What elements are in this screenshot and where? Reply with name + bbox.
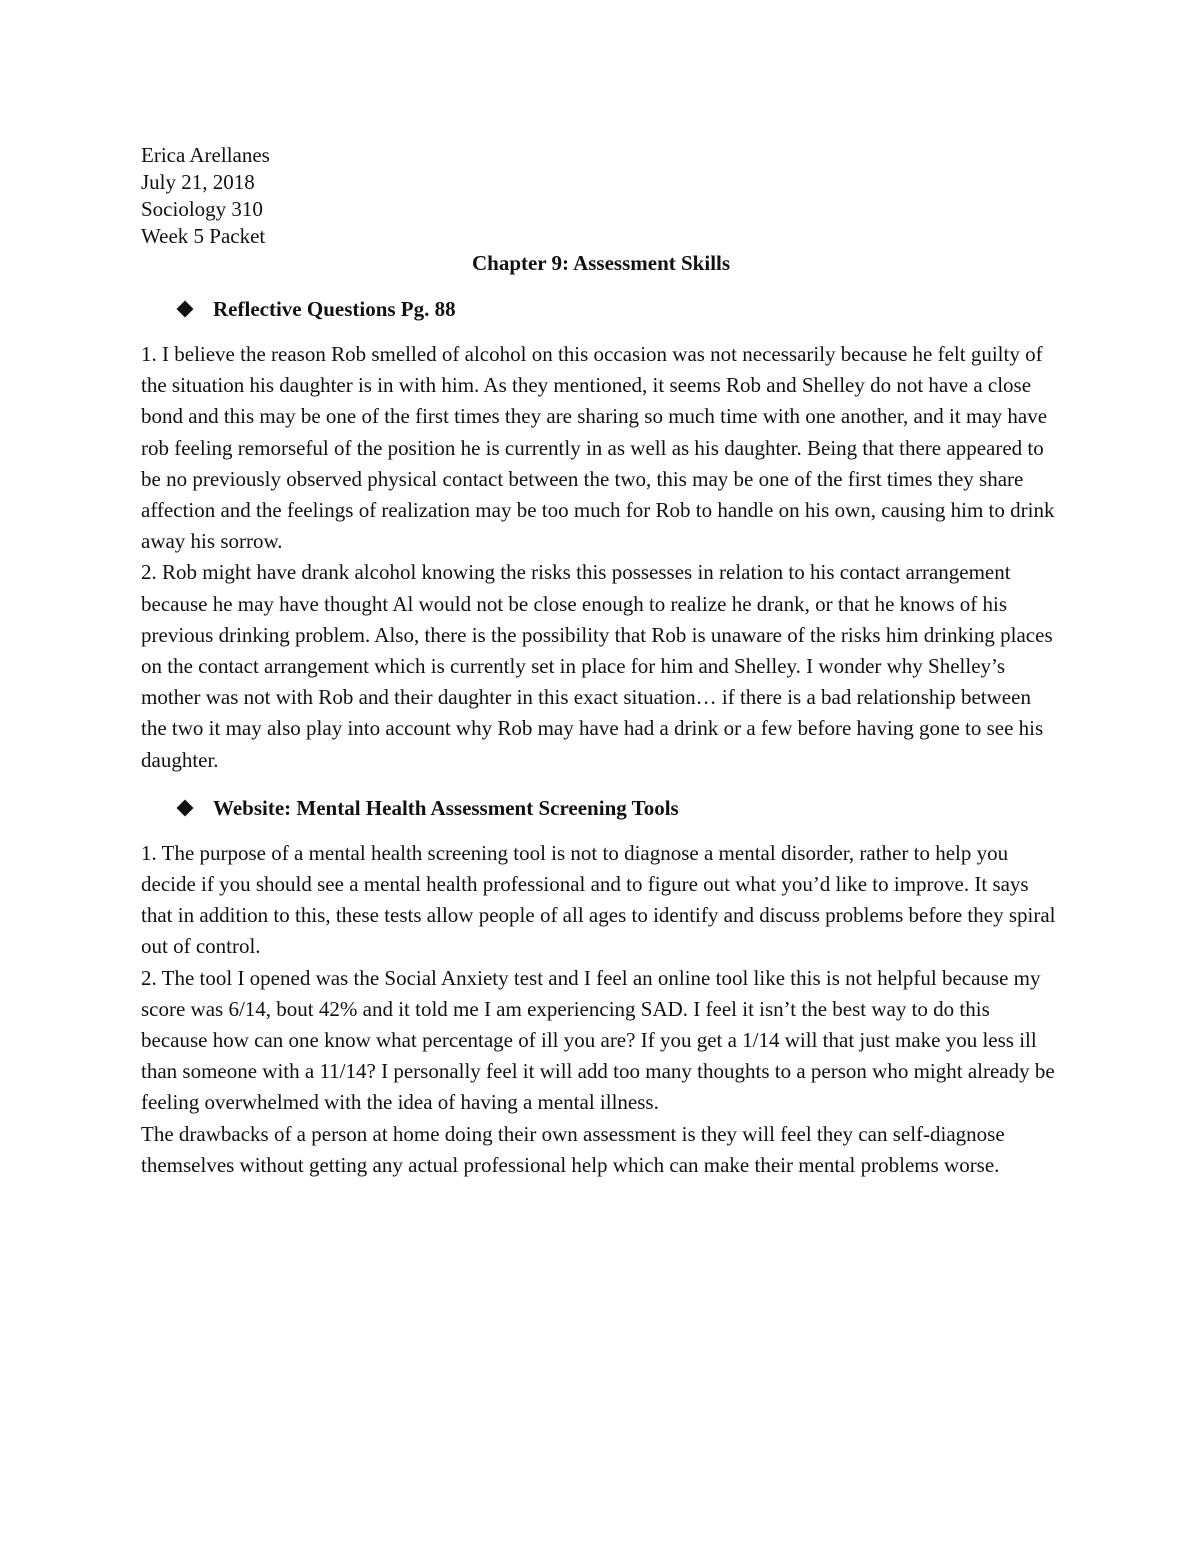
student-name: Erica Arellanes xyxy=(141,143,270,167)
answer-paragraph: 1. The purpose of a mental health screening tool is not to diagnose a mental disorder, rather to help you decide if you should see a mental health professional and to figure out what you’d like to improve. It says that in addition to this, these tests allow people of all ages to identify and discuss problems before they spiral out of control. xyxy=(141,840,1056,959)
section-heading xyxy=(141,794,1061,822)
answer-paragraph: The drawbacks of a person at home doing their own assessment is they will feel they can self-diagnose themselves without getting any actual professional help which can make their mental problems worse. xyxy=(141,1121,1005,1177)
section-heading-text: Reflective Questions Pg. 88 xyxy=(213,297,456,321)
course-name: Sociology 310 xyxy=(141,197,263,221)
section-reflective-questions xyxy=(141,295,1061,776)
chapter-title: Chapter 9: Assessment Skills xyxy=(471,251,731,275)
document-body xyxy=(141,142,1061,1181)
answer-paragraph: 2. Rob might have drank alcohol knowing the risks this possesses in relation to his contact arrangement because he may have thought Al would not be close enough to realize he drank, or that he knows of his previous drinking problem. Also, there is the possibility that Rob is unaware of the risks him drinking places on the contact arrangement which is currently set in place for him and Shelley. I wonder why Shelley’s mother was not with Rob and their daughter in this exact situation… if there is a bad relationship between the two it may also play into account why Rob may have had a drink or a few before having gone to see his daughter. xyxy=(141,560,1053,772)
diamond-bullet-icon xyxy=(177,799,194,816)
student-header xyxy=(141,142,1061,250)
diamond-bullet-icon xyxy=(177,301,194,318)
section-mental-health-tools xyxy=(141,794,1061,1181)
answer-paragraph: 1. I believe the reason Rob smelled of alcohol on this occasion was not necessarily because he felt guilty of the situation his daughter is in with him. As they mentioned, it seems Rob and Shelley do not have a close bond and this may be one of the first times they are sharing so much time with one another, and it may have rob feeling remorseful of the position he is currently in as well as his daughter. Being that there appeared to be no previously observed physical contact between the two, this may be one of the first times they share affection and the feelings of realization may be too much for Rob to handle on his own, causing him to drink away his sorrow. xyxy=(141,342,1055,554)
answer-paragraph: 2. The tool I opened was the Social Anxiety test and I feel an online tool like this is not helpful because my score was 6/14, bout 42% and it told me I am experiencing SAD. I feel it isn’t the best way to do this because how can one know what percentage of ill you are? If you get a 1/14 will that just make you less ill than someone with a 11/14? I personally feel it will add too many thoughts to a person who might already be feeling overwhelmed with the idea of having a mental illness. xyxy=(141,965,1055,1115)
submission-date: July 21, 2018 xyxy=(141,170,255,194)
section-heading xyxy=(141,295,1061,323)
assignment-name: Week 5 Packet xyxy=(141,224,266,248)
section-heading-text: Website: Mental Health Assessment Screening Tools xyxy=(213,795,679,820)
